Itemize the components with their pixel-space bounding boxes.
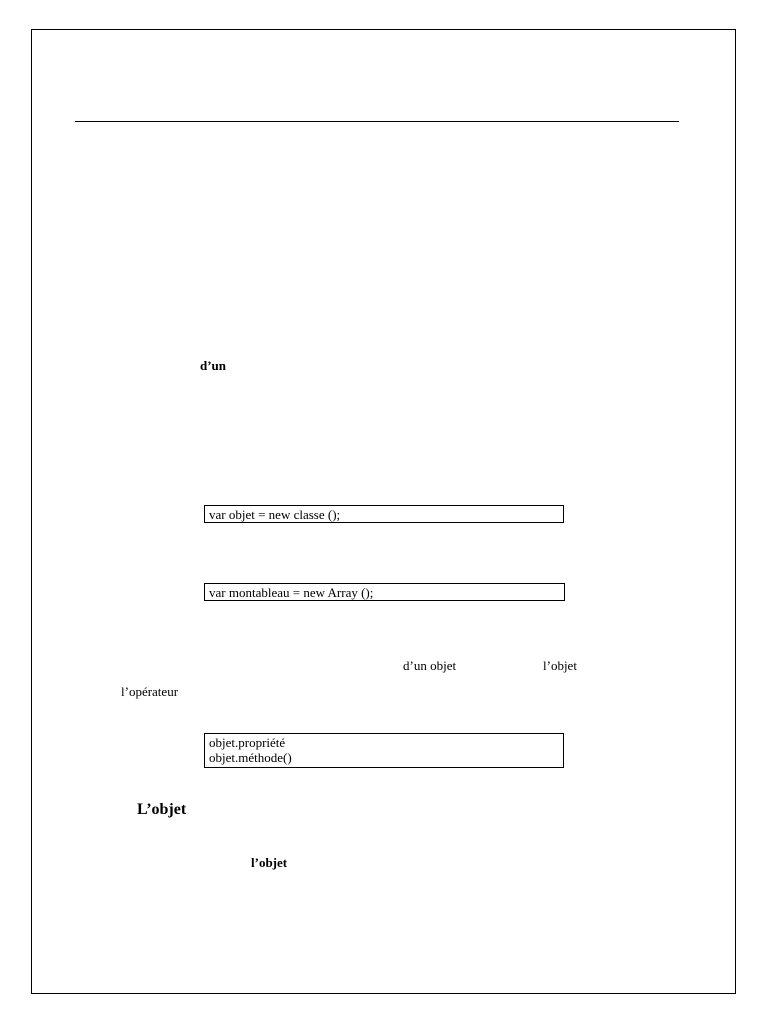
text-fragment-d-un: d’un xyxy=(200,358,227,373)
code-line-property: objet.propriété xyxy=(209,735,286,750)
header-rule xyxy=(75,121,679,122)
text-fragment-l-operateur: l’opérateur xyxy=(121,684,179,699)
text-fragment-d-un-objet: d’un objet xyxy=(403,658,457,673)
text-fragment-l-objet-bold: l’objet xyxy=(251,855,288,870)
code-line-create-object: var objet = new classe (); xyxy=(209,507,341,522)
code-box-access-syntax xyxy=(204,733,564,768)
code-line-method: objet.méthode() xyxy=(209,750,292,765)
text-fragment-l-objet: l’objet xyxy=(543,658,577,673)
section-heading: L’objet xyxy=(137,801,187,818)
code-line-create-array: var montableau = new Array (); xyxy=(209,585,374,600)
code-box-create-array xyxy=(204,583,565,601)
code-box-create-object xyxy=(204,505,564,523)
